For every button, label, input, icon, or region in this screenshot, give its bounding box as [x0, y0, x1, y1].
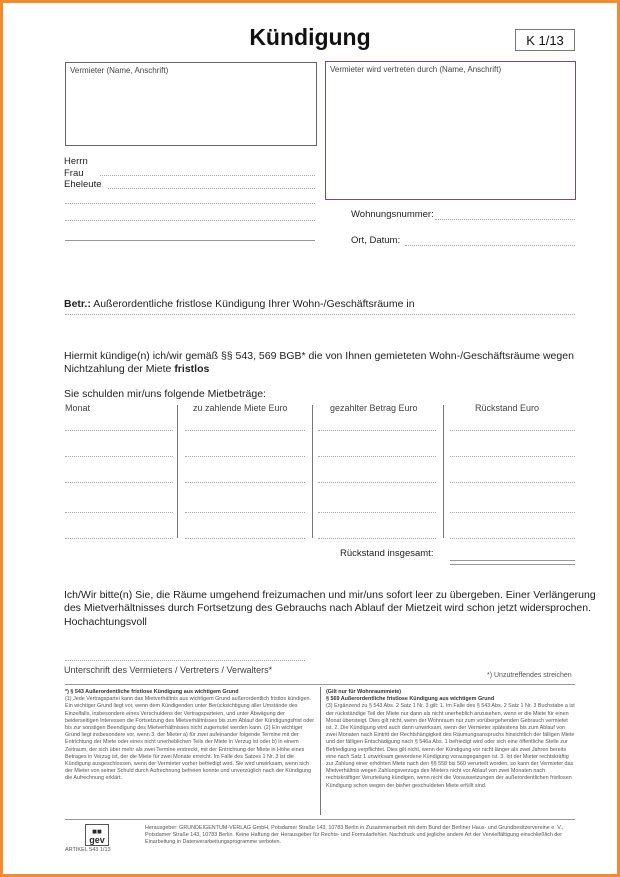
table-cell-r3-c2[interactable] — [185, 482, 305, 483]
representative-box[interactable] — [325, 61, 576, 200]
table-cell-r2-c4[interactable] — [450, 456, 575, 457]
col-head-rent-due: zu zahlende Miete Euro — [193, 403, 288, 413]
legal-left-text: (1) Jede Vertragspartei kann das Mietverhältnis aus wichtigem Grund außerordentlich fristlos kündigen. Ein wichtiger Grund liegt vor, wenn dem Kündigenden unter Berücksichtigung aller Umstände des Einzelfalls, insbesondere eines Verschuldens der Vertragsparteien, und unter Abwägung der beiderseitigen Interessen die Fortsetzung des Mietverhältnisses bis zum Ablauf der Kündigungsfrist oder bis zur sonstigen Beendigung des Mietverhältnisses nicht zugemutet werden kann. (2) Ein wichtiger Grund liegt insbesondere vor, wenn 3. der Mieter a) für zwei aufeinander folgende Termine mit der Entrichtung der Miete oder eines nicht unerheblichen Teils der Miete in Verzug ist oder b) in einem Zeitraum, der sich über mehr als zwei Termine erstreckt, mit der Entrichtung der Miete in Höhe eines Betrages in Verzug ist, der die Miete für zwei Monate erreicht. Im Falle des Satzes 1 Nr. 3 ist die Kündigung ausgeschlossen, wenn der Vermieter vorher befriedigt wird. Sie wird unwirksam, wenn sich der Mieter von seiner Schuld durch Aufrechnung befreien konnte und unverzüglich nach der Kündigung die Aufrechnung erklärt. — [65, 696, 315, 782]
apartment-number-field[interactable] — [435, 219, 575, 220]
table-cell-r1-c3[interactable] — [318, 430, 436, 431]
place-date-field[interactable] — [405, 245, 575, 246]
signature-note: *) Unzutreffendes streichen — [487, 672, 572, 679]
publisher-logo-text: gev — [89, 835, 105, 845]
legal-right-text: (3) Ergänzend zu § 543 Abs. 2 Satz 1 Nr. 3 gilt: 1. Im Falle des § 543 Abs. 2 Satz 1 Nr. 3 Buchstabe a ist der rückständige Teil der Miete nur dann als nicht unerheblich anzusehen, wenn er die Miete für einen Monat übersteigt. Dies gilt nicht, wenn der Wohnraum nur zum vorübergehenden Gebrauch vermietet ist. 2. Die Kündigung wird auch dann unwirksam, wenn der Vermieter spätestens bis zum Ablauf von zwei Monaten nach Eintritt der Rechtshängigkeit des Räumungsanspruchs hinsichtlich der fälligen Miete und der fälligen Entschädigung nach § 546a Abs. 1 befriedigt wird oder sich eine öffentliche Stelle zur Befriedigung verpflichtet. Dies gilt nicht, wenn der Kündigung vor nicht länger als zwei Jahren bereits eine nach Satz 1 unwirksam gewordene Kündigung vorausgegangen ist. 3. Ist der Mieter rechtskräftig zur Zahlung einer erhöhten Miete nach den §§ 558 bis 560 verurteilt worden, so kann der Vermieter das Mietverhältnis wegen Zahlungsverzugs des Mieters nicht vor Ablauf von zwei Monaten nach rechtskräftiger Verurteilung kündigen, wenn nicht die Voraussetzungen der außerordentlichen fristlosen Kündigung schon wegen der bisher geschuldeten Miete erfüllt sind. — [326, 703, 575, 789]
closing-line-2: des Mietverhältnisses durch Fortsetzung des Gebrauchs nach Ablauf der Mietzeit wird schon jetzt widersprochen. — [64, 602, 592, 614]
legal-right — [326, 689, 576, 815]
col-head-month: Monat — [65, 403, 91, 413]
salutation-eheleute: Eheleute — [64, 179, 102, 190]
table-cell-r4-c2[interactable] — [185, 512, 305, 513]
col-head-arrears: Rückstand Euro — [475, 403, 540, 413]
table-cell-r4-c4[interactable] — [450, 512, 575, 513]
table-cell-r2-c2[interactable] — [185, 456, 305, 457]
table-cell-r1-c1[interactable] — [65, 430, 173, 431]
signature-label: Unterschrift des Vermieters / Vertreters / Verwalters* — [64, 665, 273, 675]
landlord-box-label: Vermieter (Name, Anschrift) — [70, 66, 169, 75]
recipient-line-3[interactable] — [65, 203, 315, 204]
representative-box-label: Vermieter wird vertreten durch (Name, Anschrift) — [330, 65, 502, 74]
legal-left — [65, 689, 315, 815]
legal-divider — [320, 687, 321, 815]
subject-prefix: Betr.: — [64, 298, 91, 310]
legal-right-title: § 569 Außerordentliche fristlose Kündigung aus wichtigem Grund — [326, 696, 495, 703]
table-cell-r2-c3[interactable] — [318, 456, 436, 457]
publisher-text: Herausgeber: GRUNDEIGENTUM-VERLAG GmbH, Potsdamer Straße 143, 10783 Berlin in Zusammenarbeit mit dem Bund der Berliner Haus- und Grundbesitzervereine e. V., Potsdamer Straße 143, 10783 Berlin. Keine Haftung der Herausgeber für Rechts- und Formularfehler. Nachdruck und jegliche andere Art der Vervielfältigung einschließlich der Einarbeitung in Datenverarbeitungsprogramme verboten. — [145, 825, 564, 846]
legal-left-title: *) § 543 Außerordentliche fristlose Kündigung aus wichtigem Grund — [65, 689, 239, 695]
table-cell-r4-c3[interactable] — [318, 512, 436, 513]
page-title: Kündigung — [249, 24, 371, 50]
table-cell-r1-c2[interactable] — [185, 430, 305, 431]
salutation-frau: Frau — [64, 168, 84, 179]
address-line[interactable] — [65, 314, 575, 315]
subject-line — [64, 298, 584, 311]
legal-top-rule — [65, 684, 575, 685]
table-cell-r2-c1[interactable] — [65, 456, 173, 457]
place-date-label: Ort, Datum: — [351, 235, 401, 246]
recipient-line-5[interactable] — [65, 240, 315, 241]
table-divider-3 — [443, 405, 444, 538]
total-arrears-label: Rückstand insgesamt: — [340, 548, 434, 559]
recipient-line-1[interactable] — [100, 175, 315, 176]
salutation-herrn: Herrn — [64, 156, 88, 167]
order-number: ARTIKEL 543 1/13 — [65, 847, 111, 853]
table-cell-r3-c3[interactable] — [318, 482, 436, 483]
table-cell-r3-c1[interactable] — [65, 482, 173, 483]
closing-line-1: Ich/Wir bitte(n) Sie, die Räume umgehend freizumachen und mir/uns sofort leer zu übergeben. Einer Verlängerung — [64, 589, 596, 601]
table-divider-1 — [177, 405, 178, 538]
apartment-number-label: Wohnungsnummer: — [351, 209, 434, 220]
subject-text: Außerordentliche fristlose Kündigung Ihrer Wohn-/Geschäftsräume in — [93, 298, 415, 310]
recipient-line-2[interactable] — [108, 188, 315, 189]
recipient-line-4[interactable] — [65, 220, 315, 221]
col-head-paid: gezahlter Betrag Euro — [330, 403, 418, 413]
table-cell-r5-c3[interactable] — [318, 538, 436, 539]
landlord-box[interactable] — [65, 62, 317, 146]
form-code: K 1/13 — [515, 29, 575, 51]
signature-field[interactable] — [65, 660, 305, 661]
body-line-2-bold: fristlos — [174, 363, 210, 375]
table-cell-r4-c1[interactable] — [65, 512, 173, 513]
publisher-logo: ■■ gev — [85, 824, 109, 846]
total-arrears-field[interactable] — [450, 560, 575, 561]
legal-right-subtitle: (Gilt nur für Wohnraummiete) — [326, 689, 402, 695]
table-cell-r5-c1[interactable] — [65, 538, 173, 539]
table-divider-2 — [312, 405, 313, 538]
body-line-1: Hiermit kündige(n) ich/wir gemäß §§ 543, 569 BGB* die von Ihnen gemieteten Wohn-/Geschäftsräume wegen — [64, 350, 574, 362]
table-cell-r1-c4[interactable] — [450, 430, 575, 431]
total-arrears-double-line — [450, 564, 575, 565]
table-cell-r5-c4[interactable] — [450, 538, 575, 539]
body-line-2 — [64, 363, 209, 376]
footer-rule — [65, 819, 575, 820]
closing-greeting: Hochachtungsvoll — [64, 616, 147, 628]
table-cell-r3-c4[interactable] — [450, 482, 575, 483]
body-line-2-text: Nichtzahlung der Miete — [64, 363, 175, 375]
table-intro: Sie schulden mir/uns folgende Mietbeträge: — [64, 388, 266, 400]
table-cell-r5-c2[interactable] — [185, 538, 305, 539]
